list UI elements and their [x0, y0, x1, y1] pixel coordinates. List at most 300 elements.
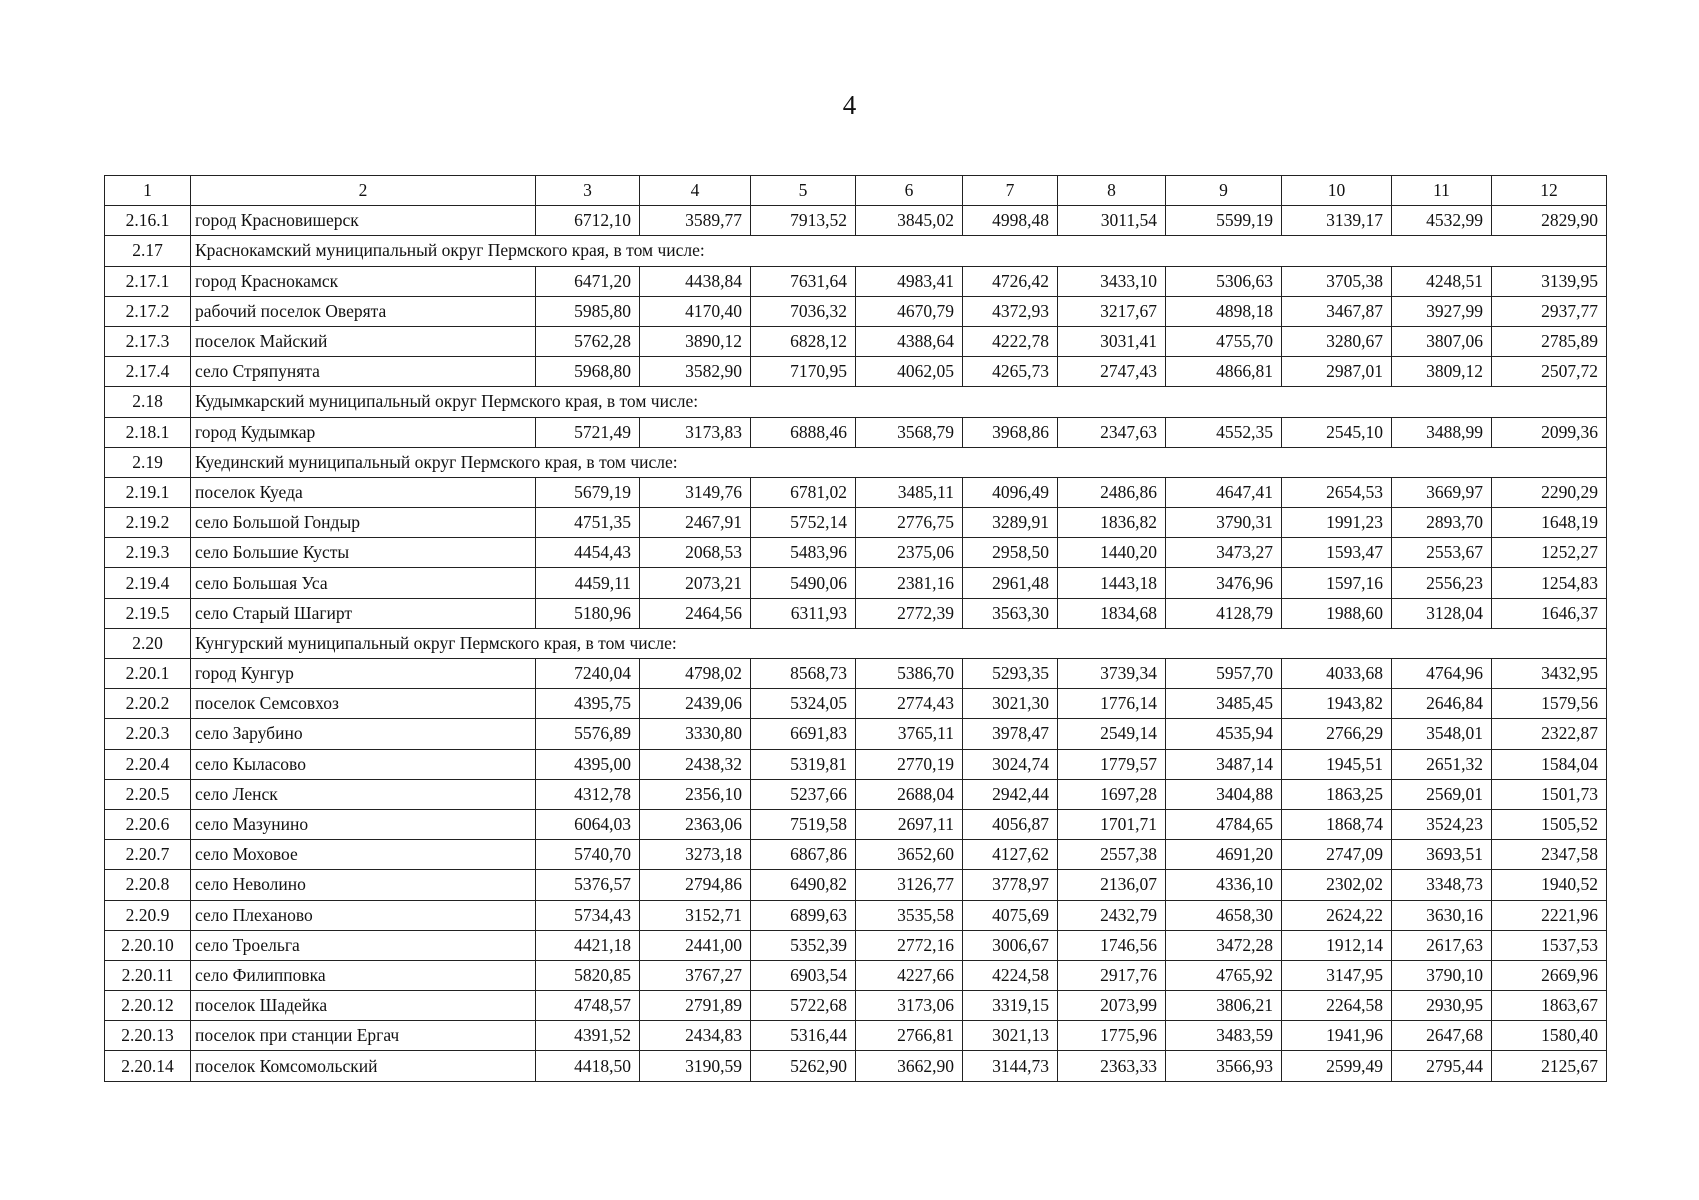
value-cell: 3021,30 [963, 689, 1058, 719]
table-row [105, 960, 1607, 990]
row-code: 2.16.1 [105, 206, 191, 236]
settlement-name: село Зарубино [191, 719, 536, 749]
column-number-header: 12 [1492, 176, 1607, 206]
value-cell: 5820,85 [536, 960, 640, 990]
value-cell: 3807,06 [1392, 326, 1492, 356]
settlement-name: поселок Семсовхоз [191, 689, 536, 719]
value-cell: 1988,60 [1282, 598, 1392, 628]
value-cell: 3765,11 [856, 719, 963, 749]
value-cell: 4532,99 [1392, 206, 1492, 236]
table-row [105, 719, 1607, 749]
group-row [105, 628, 1607, 658]
value-cell: 1945,51 [1282, 749, 1392, 779]
settlement-name: поселок при станции Ергач [191, 1021, 536, 1051]
column-number-header: 7 [963, 176, 1058, 206]
value-cell: 4248,51 [1392, 266, 1492, 296]
value-cell: 3806,21 [1166, 991, 1282, 1021]
value-cell: 6064,03 [536, 809, 640, 839]
municipal-district-name: Кудымкарский муниципальный округ Пермского края, в том числе: [191, 387, 1607, 417]
value-cell: 4658,30 [1166, 900, 1282, 930]
settlement-name: поселок Майский [191, 326, 536, 356]
value-cell: 2599,49 [1282, 1051, 1392, 1081]
value-cell: 5752,14 [751, 508, 856, 538]
value-cell: 2669,96 [1492, 960, 1607, 990]
value-cell: 3021,13 [963, 1021, 1058, 1051]
value-cell: 5985,80 [536, 296, 640, 326]
value-cell: 2697,11 [856, 809, 963, 839]
value-cell: 2347,63 [1058, 417, 1166, 447]
value-cell: 2917,76 [1058, 960, 1166, 990]
value-cell: 3589,77 [640, 206, 751, 236]
value-cell: 5316,44 [751, 1021, 856, 1051]
value-cell: 3348,73 [1392, 870, 1492, 900]
value-cell: 3128,04 [1392, 598, 1492, 628]
value-cell: 3968,86 [963, 417, 1058, 447]
value-cell: 3432,95 [1492, 659, 1607, 689]
table-row [105, 206, 1607, 236]
column-number-header: 9 [1166, 176, 1282, 206]
settlement-name: село Плеханово [191, 900, 536, 930]
value-cell: 2557,38 [1058, 840, 1166, 870]
value-cell: 1868,74 [1282, 809, 1392, 839]
value-cell: 2747,43 [1058, 357, 1166, 387]
row-code: 2.19.5 [105, 598, 191, 628]
value-cell: 4866,81 [1166, 357, 1282, 387]
value-cell: 4128,79 [1166, 598, 1282, 628]
value-cell: 3845,02 [856, 206, 963, 236]
table-row [105, 870, 1607, 900]
column-number-header: 5 [751, 176, 856, 206]
column-number-header-row [105, 176, 1607, 206]
value-cell: 3927,99 [1392, 296, 1492, 326]
value-cell: 4170,40 [640, 296, 751, 326]
row-code: 2.20.11 [105, 960, 191, 990]
value-cell: 3126,77 [856, 870, 963, 900]
value-cell: 4691,20 [1166, 840, 1282, 870]
value-cell: 1584,04 [1492, 749, 1607, 779]
settlement-name: село Неволино [191, 870, 536, 900]
value-cell: 2766,29 [1282, 719, 1392, 749]
value-cell: 1252,27 [1492, 538, 1607, 568]
value-cell: 4391,52 [536, 1021, 640, 1051]
value-cell: 1440,20 [1058, 538, 1166, 568]
value-cell: 2553,67 [1392, 538, 1492, 568]
value-cell: 2136,07 [1058, 870, 1166, 900]
value-cell: 5722,68 [751, 991, 856, 1021]
value-cell: 5740,70 [536, 840, 640, 870]
value-cell: 5237,66 [751, 779, 856, 809]
value-cell: 8568,73 [751, 659, 856, 689]
value-cell: 7519,58 [751, 809, 856, 839]
value-cell: 3147,95 [1282, 960, 1392, 990]
column-number-header: 4 [640, 176, 751, 206]
group-row [105, 387, 1607, 417]
value-cell: 3767,27 [640, 960, 751, 990]
value-cell: 3173,06 [856, 991, 963, 1021]
value-cell: 3280,67 [1282, 326, 1392, 356]
value-cell: 4998,48 [963, 206, 1058, 236]
value-cell: 3566,93 [1166, 1051, 1282, 1081]
value-cell: 6471,20 [536, 266, 640, 296]
value-cell: 2302,02 [1282, 870, 1392, 900]
column-number-header: 8 [1058, 176, 1166, 206]
value-cell: 3139,17 [1282, 206, 1392, 236]
value-cell: 2688,04 [856, 779, 963, 809]
value-cell: 4454,43 [536, 538, 640, 568]
value-cell: 2942,44 [963, 779, 1058, 809]
value-cell: 4765,92 [1166, 960, 1282, 990]
value-cell: 3139,95 [1492, 266, 1607, 296]
value-cell: 3467,87 [1282, 296, 1392, 326]
value-cell: 4726,42 [963, 266, 1058, 296]
value-cell: 4535,94 [1166, 719, 1282, 749]
value-cell: 3330,80 [640, 719, 751, 749]
value-cell: 1941,96 [1282, 1021, 1392, 1051]
value-cell: 2958,50 [963, 538, 1058, 568]
value-cell: 3630,16 [1392, 900, 1492, 930]
value-cell: 3031,41 [1058, 326, 1166, 356]
value-cell: 2438,32 [640, 749, 751, 779]
value-cell: 4983,41 [856, 266, 963, 296]
value-cell: 5386,70 [856, 659, 963, 689]
value-cell: 1834,68 [1058, 598, 1166, 628]
value-cell: 2381,16 [856, 568, 963, 598]
row-code: 2.19.4 [105, 568, 191, 598]
row-code: 2.20.14 [105, 1051, 191, 1081]
table-row [105, 417, 1607, 447]
value-cell: 2795,44 [1392, 1051, 1492, 1081]
value-cell: 2766,81 [856, 1021, 963, 1051]
value-cell: 5721,49 [536, 417, 640, 447]
value-cell: 4898,18 [1166, 296, 1282, 326]
value-cell: 4096,49 [963, 477, 1058, 507]
value-cell: 3485,11 [856, 477, 963, 507]
value-cell: 4127,62 [963, 840, 1058, 870]
table-row [105, 749, 1607, 779]
table-row [105, 296, 1607, 326]
table-row [105, 477, 1607, 507]
value-cell: 5734,43 [536, 900, 640, 930]
value-cell: 4395,75 [536, 689, 640, 719]
settlement-name: поселок Куеда [191, 477, 536, 507]
value-cell: 5599,19 [1166, 206, 1282, 236]
value-cell: 4670,79 [856, 296, 963, 326]
value-cell: 6888,46 [751, 417, 856, 447]
value-cell: 3778,97 [963, 870, 1058, 900]
row-code: 2.18 [105, 387, 191, 417]
value-cell: 3006,67 [963, 930, 1058, 960]
settlement-name: город Кунгур [191, 659, 536, 689]
value-cell: 2221,96 [1492, 900, 1607, 930]
value-cell: 6781,02 [751, 477, 856, 507]
table-row [105, 598, 1607, 628]
value-cell: 2651,32 [1392, 749, 1492, 779]
column-number-header: 3 [536, 176, 640, 206]
value-cell: 2434,83 [640, 1021, 751, 1051]
value-cell: 1775,96 [1058, 1021, 1166, 1051]
value-cell: 6903,54 [751, 960, 856, 990]
value-cell: 4227,66 [856, 960, 963, 990]
value-cell: 3217,67 [1058, 296, 1166, 326]
row-code: 2.17.3 [105, 326, 191, 356]
value-cell: 3273,18 [640, 840, 751, 870]
value-cell: 1697,28 [1058, 779, 1166, 809]
value-cell: 4395,00 [536, 749, 640, 779]
value-cell: 2486,86 [1058, 477, 1166, 507]
value-cell: 2073,99 [1058, 991, 1166, 1021]
value-cell: 1863,67 [1492, 991, 1607, 1021]
value-cell: 1593,47 [1282, 538, 1392, 568]
row-code: 2.19.1 [105, 477, 191, 507]
value-cell: 2549,14 [1058, 719, 1166, 749]
value-cell: 3173,83 [640, 417, 751, 447]
value-cell: 2441,00 [640, 930, 751, 960]
value-cell: 4222,78 [963, 326, 1058, 356]
value-cell: 3472,28 [1166, 930, 1282, 960]
value-cell: 2507,72 [1492, 357, 1607, 387]
value-cell: 3705,38 [1282, 266, 1392, 296]
row-code: 2.20.8 [105, 870, 191, 900]
row-code: 2.17.2 [105, 296, 191, 326]
value-cell: 3790,10 [1392, 960, 1492, 990]
value-cell: 2432,79 [1058, 900, 1166, 930]
value-cell: 3535,58 [856, 900, 963, 930]
value-cell: 2647,68 [1392, 1021, 1492, 1051]
settlement-name: село Большие Кусты [191, 538, 536, 568]
column-number-header: 11 [1392, 176, 1492, 206]
value-cell: 4755,70 [1166, 326, 1282, 356]
value-cell: 2794,86 [640, 870, 751, 900]
value-cell: 5576,89 [536, 719, 640, 749]
value-cell: 2772,16 [856, 930, 963, 960]
value-cell: 7913,52 [751, 206, 856, 236]
settlement-name: село Моховое [191, 840, 536, 870]
value-cell: 2073,21 [640, 568, 751, 598]
value-cell: 2776,75 [856, 508, 963, 538]
value-cell: 3739,34 [1058, 659, 1166, 689]
row-code: 2.19.2 [105, 508, 191, 538]
value-cell: 6867,86 [751, 840, 856, 870]
value-cell: 3011,54 [1058, 206, 1166, 236]
value-cell: 2099,36 [1492, 417, 1607, 447]
value-cell: 1836,82 [1058, 508, 1166, 538]
value-cell: 6311,93 [751, 598, 856, 628]
value-cell: 4388,64 [856, 326, 963, 356]
table-row [105, 508, 1607, 538]
table-row [105, 1021, 1607, 1051]
table-row [105, 779, 1607, 809]
row-code: 2.20.13 [105, 1021, 191, 1051]
value-cell: 2624,22 [1282, 900, 1392, 930]
value-cell: 4033,68 [1282, 659, 1392, 689]
municipal-district-name: Краснокамский муниципальный округ Пермского края, в том числе: [191, 236, 1607, 266]
row-code: 2.20.6 [105, 809, 191, 839]
row-code: 2.20 [105, 628, 191, 658]
value-cell: 4312,78 [536, 779, 640, 809]
value-cell: 4647,41 [1166, 477, 1282, 507]
row-code: 2.17.1 [105, 266, 191, 296]
value-cell: 4751,35 [536, 508, 640, 538]
table-row [105, 809, 1607, 839]
value-cell: 4764,96 [1392, 659, 1492, 689]
column-number-header: 1 [105, 176, 191, 206]
value-cell: 3190,59 [640, 1051, 751, 1081]
value-cell: 4372,93 [963, 296, 1058, 326]
value-cell: 6490,82 [751, 870, 856, 900]
value-cell: 2791,89 [640, 991, 751, 1021]
value-cell: 2347,58 [1492, 840, 1607, 870]
value-cell: 3473,27 [1166, 538, 1282, 568]
page-number: 4 [842, 90, 857, 120]
value-cell: 4056,87 [963, 809, 1058, 839]
value-cell: 2569,01 [1392, 779, 1492, 809]
value-cell: 4062,05 [856, 357, 963, 387]
value-cell: 3582,90 [640, 357, 751, 387]
value-cell: 5762,28 [536, 326, 640, 356]
value-cell: 2356,10 [640, 779, 751, 809]
value-cell: 5352,39 [751, 930, 856, 960]
settlement-name: город Кудымкар [191, 417, 536, 447]
value-cell: 5324,05 [751, 689, 856, 719]
settlement-name: село Ленск [191, 779, 536, 809]
value-cell: 1648,19 [1492, 508, 1607, 538]
table-row [105, 900, 1607, 930]
value-cell: 1701,71 [1058, 809, 1166, 839]
value-cell: 6828,12 [751, 326, 856, 356]
value-cell: 4336,10 [1166, 870, 1282, 900]
row-code: 2.20.7 [105, 840, 191, 870]
column-number-header: 2 [191, 176, 536, 206]
value-cell: 3487,14 [1166, 749, 1282, 779]
value-cell: 1254,83 [1492, 568, 1607, 598]
value-cell: 1776,14 [1058, 689, 1166, 719]
value-cell: 2464,56 [640, 598, 751, 628]
value-cell: 1505,52 [1492, 809, 1607, 839]
value-cell: 4418,50 [536, 1051, 640, 1081]
municipal-district-name: Куединский муниципальный округ Пермского края, в том числе: [191, 447, 1607, 477]
value-cell: 1443,18 [1058, 568, 1166, 598]
value-cell: 5957,70 [1166, 659, 1282, 689]
settlement-name: город Красновишерск [191, 206, 536, 236]
value-cell: 3693,51 [1392, 840, 1492, 870]
value-cell: 3476,96 [1166, 568, 1282, 598]
group-row [105, 236, 1607, 266]
value-cell: 5319,81 [751, 749, 856, 779]
tariff-table [104, 175, 1607, 1082]
value-cell: 2961,48 [963, 568, 1058, 598]
value-cell: 4265,73 [963, 357, 1058, 387]
row-code: 2.20.2 [105, 689, 191, 719]
value-cell: 5293,35 [963, 659, 1058, 689]
value-cell: 2068,53 [640, 538, 751, 568]
value-cell: 3024,74 [963, 749, 1058, 779]
value-cell: 3809,12 [1392, 357, 1492, 387]
settlement-name: село Стряпунята [191, 357, 536, 387]
row-code: 2.18.1 [105, 417, 191, 447]
value-cell: 1537,53 [1492, 930, 1607, 960]
value-cell: 7036,32 [751, 296, 856, 326]
row-code: 2.17 [105, 236, 191, 266]
value-cell: 2322,87 [1492, 719, 1607, 749]
row-code: 2.20.10 [105, 930, 191, 960]
value-cell: 2937,77 [1492, 296, 1607, 326]
value-cell: 5679,19 [536, 477, 640, 507]
value-cell: 4224,58 [963, 960, 1058, 990]
value-cell: 3485,45 [1166, 689, 1282, 719]
value-cell: 2987,01 [1282, 357, 1392, 387]
municipal-district-name: Кунгурский муниципальный округ Пермского края, в том числе: [191, 628, 1607, 658]
value-cell: 3662,90 [856, 1051, 963, 1081]
value-cell: 3790,31 [1166, 508, 1282, 538]
value-cell: 4552,35 [1166, 417, 1282, 447]
table-row [105, 991, 1607, 1021]
table-row [105, 840, 1607, 870]
value-cell: 6712,10 [536, 206, 640, 236]
value-cell: 3568,79 [856, 417, 963, 447]
value-cell: 2617,63 [1392, 930, 1492, 960]
row-code: 2.20.4 [105, 749, 191, 779]
value-cell: 2439,06 [640, 689, 751, 719]
value-cell: 2785,89 [1492, 326, 1607, 356]
settlement-name: село Троельга [191, 930, 536, 960]
value-cell: 3548,01 [1392, 719, 1492, 749]
value-cell: 3978,47 [963, 719, 1058, 749]
value-cell: 1646,37 [1492, 598, 1607, 628]
value-cell: 6899,63 [751, 900, 856, 930]
value-cell: 5483,96 [751, 538, 856, 568]
value-cell: 1580,40 [1492, 1021, 1607, 1051]
value-cell: 3563,30 [963, 598, 1058, 628]
value-cell: 2375,06 [856, 538, 963, 568]
value-cell: 2930,95 [1392, 991, 1492, 1021]
value-cell: 2290,29 [1492, 477, 1607, 507]
value-cell: 7631,64 [751, 266, 856, 296]
column-number-header: 10 [1282, 176, 1392, 206]
value-cell: 2774,43 [856, 689, 963, 719]
settlement-name: село Большой Гондыр [191, 508, 536, 538]
value-cell: 2556,23 [1392, 568, 1492, 598]
value-cell: 5306,63 [1166, 266, 1282, 296]
value-cell: 3524,23 [1392, 809, 1492, 839]
value-cell: 5490,06 [751, 568, 856, 598]
settlement-name: село Филипповка [191, 960, 536, 990]
group-row [105, 447, 1607, 477]
value-cell: 2264,58 [1282, 991, 1392, 1021]
value-cell: 4784,65 [1166, 809, 1282, 839]
row-code: 2.20.9 [105, 900, 191, 930]
table-row [105, 1051, 1607, 1081]
value-cell: 1943,82 [1282, 689, 1392, 719]
value-cell: 1501,73 [1492, 779, 1607, 809]
value-cell: 1579,56 [1492, 689, 1607, 719]
value-cell: 1746,56 [1058, 930, 1166, 960]
settlement-name: село Большая Уса [191, 568, 536, 598]
value-cell: 3404,88 [1166, 779, 1282, 809]
value-cell: 2654,53 [1282, 477, 1392, 507]
value-cell: 2363,06 [640, 809, 751, 839]
value-cell: 3433,10 [1058, 266, 1166, 296]
value-cell: 4421,18 [536, 930, 640, 960]
row-code: 2.17.4 [105, 357, 191, 387]
settlement-name: город Краснокамск [191, 266, 536, 296]
table-row [105, 659, 1607, 689]
value-cell: 1912,14 [1282, 930, 1392, 960]
row-code: 2.20.5 [105, 779, 191, 809]
value-cell: 1991,23 [1282, 508, 1392, 538]
table-row [105, 538, 1607, 568]
value-cell: 2125,67 [1492, 1051, 1607, 1081]
value-cell: 3652,60 [856, 840, 963, 870]
